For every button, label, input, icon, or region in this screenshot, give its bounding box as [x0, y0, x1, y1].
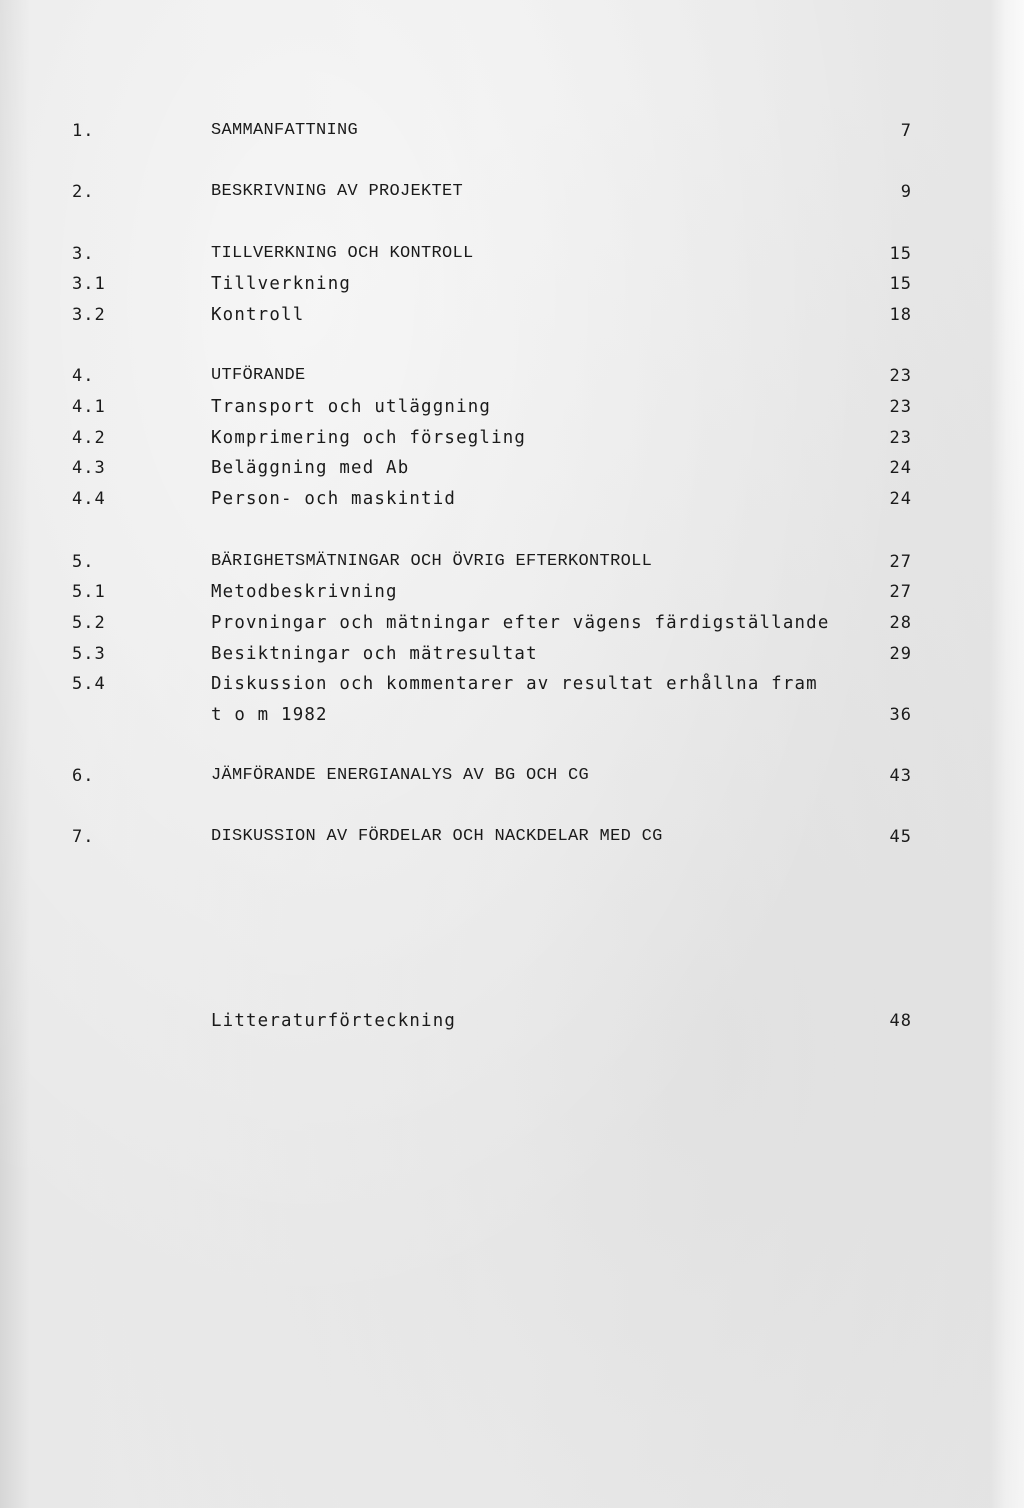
toc-entry-4-1: [0, 392, 1024, 422]
toc-number: 5.1: [72, 582, 106, 602]
toc-entry-4-3: [0, 453, 1024, 483]
toc-number: 3.: [72, 244, 95, 264]
toc-page-number: 48: [889, 1011, 912, 1031]
toc-title: Person- och maskintid: [211, 489, 457, 509]
toc-title: Metodbeskrivning: [211, 582, 398, 602]
toc-number: 5.4: [72, 674, 106, 694]
toc-number: 4.3: [72, 458, 106, 478]
toc-title: Komprimering och försegling: [211, 428, 527, 448]
toc-number: 4.1: [72, 397, 106, 417]
toc-page-number: 29: [889, 644, 912, 664]
toc-entry-5-2: [0, 608, 1024, 638]
toc-title: SAMMANFATTNING: [211, 121, 359, 140]
toc-page-number: 9: [900, 182, 912, 202]
toc-entry-6: [0, 761, 1024, 791]
toc-number: 5.3: [72, 644, 106, 664]
toc-page-number: 15: [889, 244, 912, 264]
toc-number: 7.: [72, 827, 95, 847]
toc-entry-3: [0, 239, 1024, 269]
toc-page-number: 7: [900, 121, 912, 141]
toc-page-number: 36: [889, 705, 912, 725]
toc-title: BÄRIGHETSMÄTNINGAR OCH ÖVRIG EFTERKONTROLL: [211, 552, 653, 571]
toc-number: 1.: [72, 121, 95, 141]
toc-page-number: 45: [889, 827, 912, 847]
toc-number: 4.2: [72, 428, 106, 448]
toc-page-number: 24: [889, 489, 912, 509]
toc-page-number: 18: [889, 305, 912, 325]
toc-entry-4: [0, 361, 1024, 391]
toc-entry-4-2: [0, 423, 1024, 453]
toc-title: Diskussion och kommentarer av resultat erhållna fram: [211, 674, 818, 694]
toc-title: Transport och utläggning: [211, 397, 492, 417]
toc-title: Besiktningar och mätresultat: [211, 644, 538, 664]
toc-title: t o m 1982: [211, 705, 328, 725]
toc-number: 4.: [72, 366, 95, 386]
toc-page-number: 28: [889, 613, 912, 633]
toc-entry-5: [0, 547, 1024, 577]
toc-number: 4.4: [72, 489, 106, 509]
toc-title: BESKRIVNING AV PROJEKTET: [211, 182, 464, 201]
toc-entry-3-1: [0, 269, 1024, 299]
toc-page-number: 23: [889, 366, 912, 386]
toc-entry-1: [0, 116, 1024, 146]
toc-entry-5-4: [0, 669, 1024, 699]
toc-number: 3.2: [72, 305, 106, 325]
toc-page-number: 15: [889, 274, 912, 294]
toc-page-number: 27: [889, 582, 912, 602]
toc-page-number: 27: [889, 552, 912, 572]
toc-page-number: 43: [889, 766, 912, 786]
toc-title: Provningar och mätningar efter vägens färdigställande: [211, 613, 830, 633]
toc-entry-5-3: [0, 639, 1024, 669]
toc-number: 2.: [72, 182, 95, 202]
toc-entry-3-2: [0, 300, 1024, 330]
toc-entry-bibliography: [0, 1006, 1024, 1036]
toc-title: UTFÖRANDE: [211, 366, 306, 385]
toc-page-number: 23: [889, 428, 912, 448]
toc-page-number: 23: [889, 397, 912, 417]
toc-title: Tillverkning: [211, 274, 352, 294]
toc-title: Beläggning med Ab: [211, 458, 410, 478]
toc-title: Litteraturförteckning: [211, 1011, 457, 1031]
toc-entry-2: [0, 177, 1024, 207]
toc-title: JÄMFÖRANDE ENERGIANALYS AV BG OCH CG: [211, 766, 590, 785]
toc-page-number: 24: [889, 458, 912, 478]
toc-number: 6.: [72, 766, 95, 786]
toc-entry-4-4: [0, 484, 1024, 514]
toc-number: 3.1: [72, 274, 106, 294]
toc-title: TILLVERKNING OCH KONTROLL: [211, 244, 474, 263]
toc-title: DISKUSSION AV FÖRDELAR OCH NACKDELAR MED CG: [211, 827, 663, 846]
toc-entry-5-1: [0, 577, 1024, 607]
toc-number: 5.2: [72, 613, 106, 633]
toc-entry-5-4-continued: [0, 700, 1024, 730]
toc-title: Kontroll: [211, 305, 305, 325]
toc-entry-7: [0, 822, 1024, 852]
toc-number: 5.: [72, 552, 95, 572]
